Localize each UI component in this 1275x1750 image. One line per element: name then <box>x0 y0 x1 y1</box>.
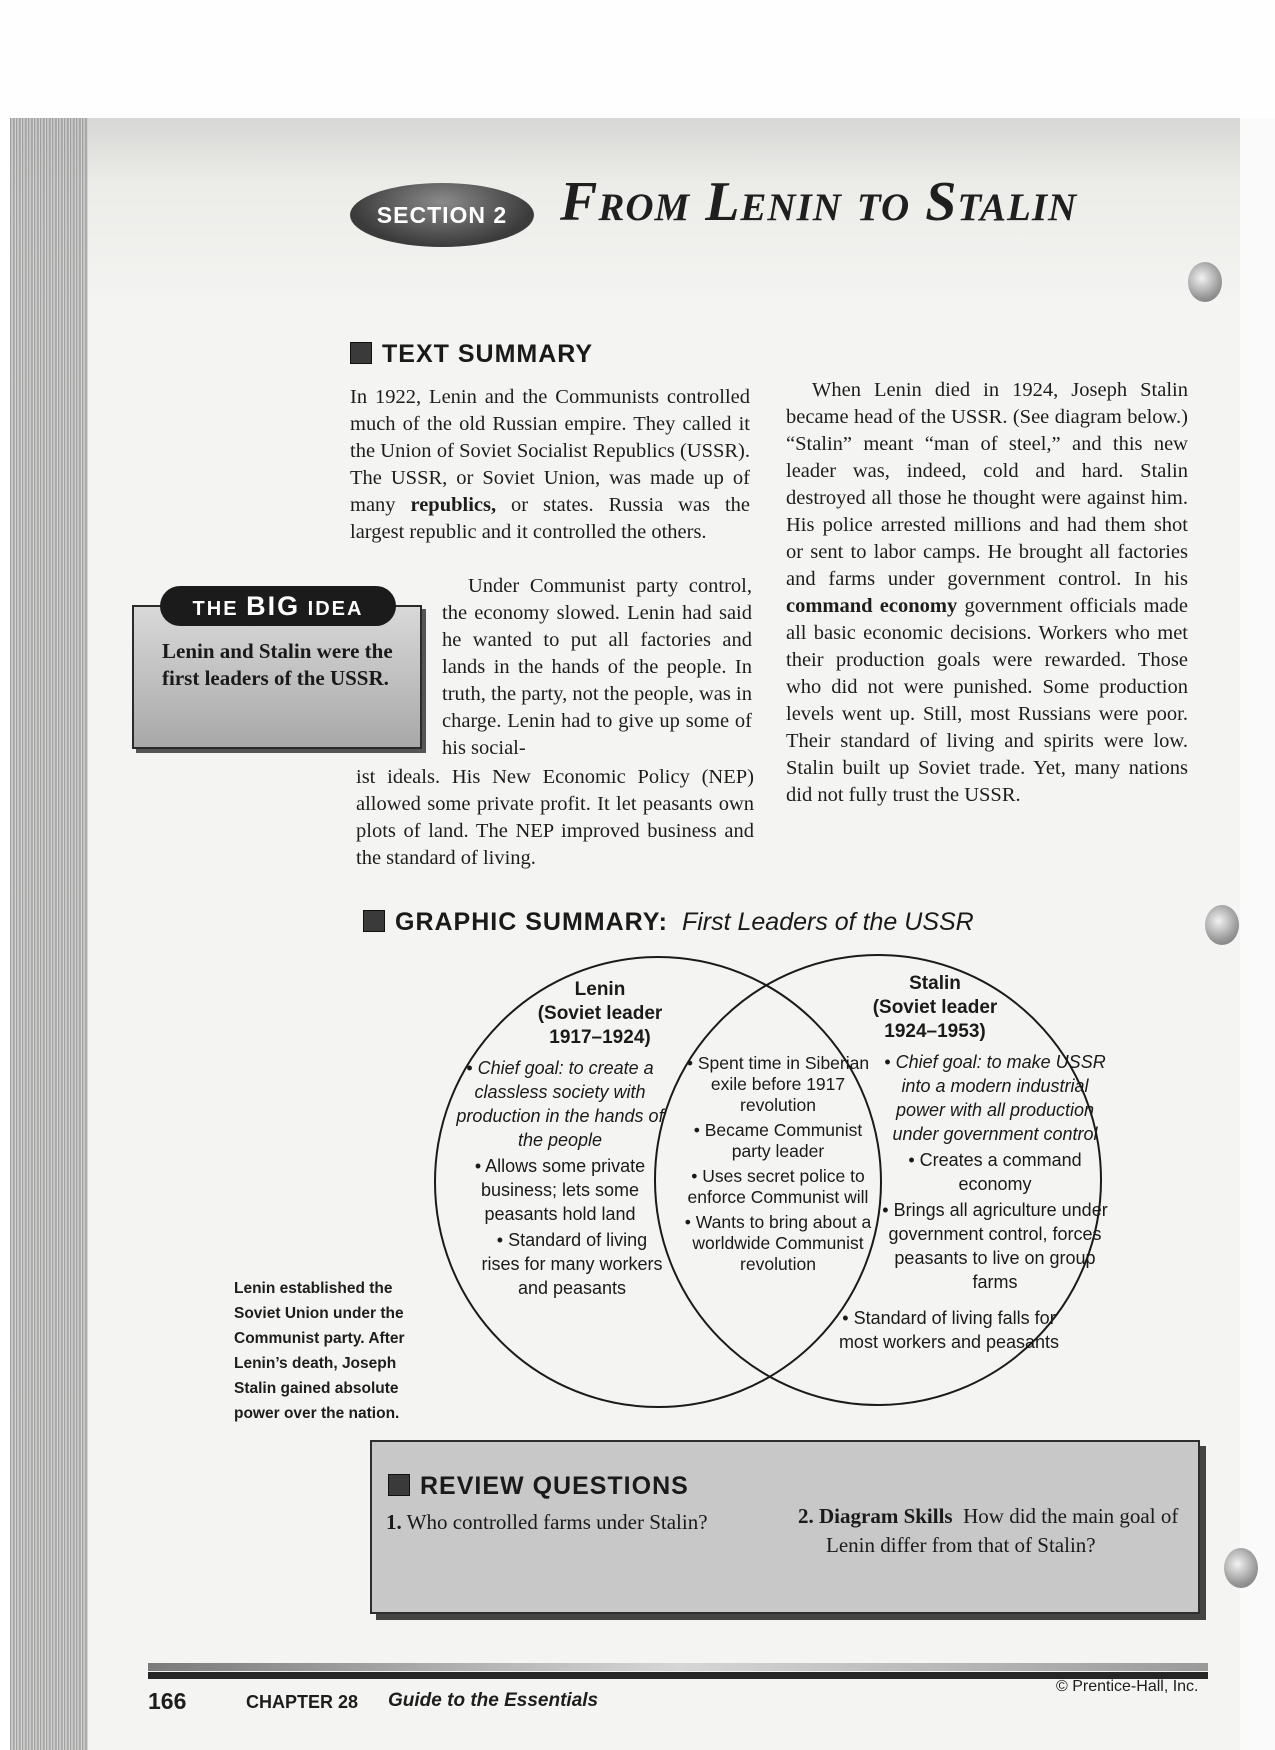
stalin-heading: Stalin (Soviet leader 1924–1953) <box>872 973 998 1042</box>
lenin-goal: • Chief goal: to create a classless society with production in the hands of the people <box>456 1058 664 1150</box>
left-column-top <box>350 384 750 546</box>
left-column-bottom <box>356 764 754 872</box>
term-command-economy: command economy <box>786 595 958 617</box>
section-badge: SECTION 2 <box>350 183 534 247</box>
book-spine-edge <box>10 118 88 1750</box>
scan-top-margin <box>0 0 1275 118</box>
text-summary-heading <box>350 340 593 369</box>
lenin-heading: Lenin (Soviet leader 1917–1924) <box>537 979 663 1048</box>
footer-chapter: CHAPTER 28 <box>246 1692 359 1712</box>
lenin-bullets <box>452 1056 668 1300</box>
square-bullet-icon <box>350 342 372 364</box>
page-number: 166 <box>148 1688 187 1714</box>
paragraph-2-continued: ist ideals. His New Economic Policy (NEP) allowed some private profit. It let peasants own plots of land. The NEP improved business and the standard of living. <box>356 766 754 869</box>
footer-copyright: © Prentice-Hall, Inc. <box>1056 1678 1199 1695</box>
page-title: From Lenin to Stalin <box>560 171 1078 233</box>
stalin-bullet-standard: • Standard of living falls for most workers and peasants <box>838 1308 1060 1352</box>
both-party-leader: • Became Communist party leader <box>693 1120 863 1161</box>
big-idea-label: THE BIG IDEA <box>160 586 396 626</box>
square-bullet-icon <box>363 910 385 932</box>
graphic-summary-heading: GRAPHIC SUMMARY: First Leaders of the USSR <box>363 908 974 937</box>
punch-hole-top <box>1188 262 1222 302</box>
lenin-bullet-standard: • Standard of living rises for many workers and peasants <box>481 1230 663 1298</box>
paragraph-stalin: When Lenin died in 1924, Joseph Stalin became head of the USSR. (See diagram below.) “Stalin” meant “man of steel,” and this new leader was, indeed, cold and hard. Stalin destroyed all those he thought were against him. His police arrested millions and had them shot or sent to labor camps. He brought all factories and farms under government control. In his command economy government officials made all basic economic decisions. Workers who met their production goals were rewarded. Those who did not were punished. Some production levels went up. Still, most Russians were poor. Their standard of living and spirits were low. Stalin built up Soviet trade. Yet, many nations did not fully trust the USSR. <box>786 379 1189 806</box>
big-idea-text: Lenin and Stalin were the first leaders of the USSR. <box>162 639 393 690</box>
punch-hole-middle <box>1205 905 1239 945</box>
both-revolution: • Wants to bring about a worldwide Communist revolution <box>684 1212 872 1274</box>
footer-rule <box>148 1672 1208 1679</box>
paragraph-1: In 1922, Lenin and the Communists controlled much of the old Russian empire. They called it the Union of Soviet Socialist Republics (USSR). The USSR, or Soviet Union, was made up of many republics, or states. Russia was the largest republic and it controlled the others. <box>350 386 750 543</box>
stalin-bullet-command: • Creates a command economy <box>908 1150 1082 1194</box>
review-question-1: 1. Who controlled farms under Stalin? <box>386 1510 708 1534</box>
both-bullets <box>683 1053 873 1275</box>
term-republics: republics, <box>410 494 497 516</box>
graphic-summary-subtitle: First Leaders of the USSR <box>681 908 974 936</box>
stalin-bullet-agriculture: • Brings all agriculture under government control, forces peasants to live on group farms <box>882 1200 1108 1292</box>
square-bullet-icon <box>388 1474 410 1496</box>
footer-book-title: Guide to the Essentials <box>388 1690 599 1711</box>
both-secret-police: • Uses secret police to enforce Communist will <box>687 1166 869 1207</box>
paragraph-2-wrapped: Under Communist party control, the economy slowed. Lenin had said he wanted to put all factories and lands in the hands of the people. In truth, the party, not the people, was in charge. Lenin had to give up some of his social- <box>442 575 752 759</box>
punch-hole-bottom <box>1224 1548 1258 1588</box>
stalin-goal: • Chief goal: to make USSR into a modern industrial power with all production under government control <box>884 1052 1106 1144</box>
both-exile: • Spent time in Siberian exile before 1917 revolution <box>686 1053 870 1115</box>
text-summary-label: TEXT SUMMARY <box>382 340 594 368</box>
graphic-caption: Lenin established the Soviet Union under the Communist party. After Lenin’s death, Joseph Stalin gained absolute power over the nation. <box>234 1280 405 1422</box>
right-margin <box>1240 118 1275 1750</box>
stalin-bullets <box>880 1050 1110 1294</box>
stalin-bullet-standard-box <box>838 1306 1060 1354</box>
review-heading: REVIEW QUESTIONS <box>388 1472 689 1501</box>
left-column-wrapped <box>442 573 752 762</box>
lenin-bullet-business: • Allows some private business; lets some peasants hold land <box>474 1156 646 1224</box>
footer-rule-light <box>148 1663 1208 1671</box>
right-column <box>786 377 1188 809</box>
review-question-2: 2. Diagram Skills How did the main goal of Lenin differ from that of Stalin? <box>798 1504 1179 1557</box>
